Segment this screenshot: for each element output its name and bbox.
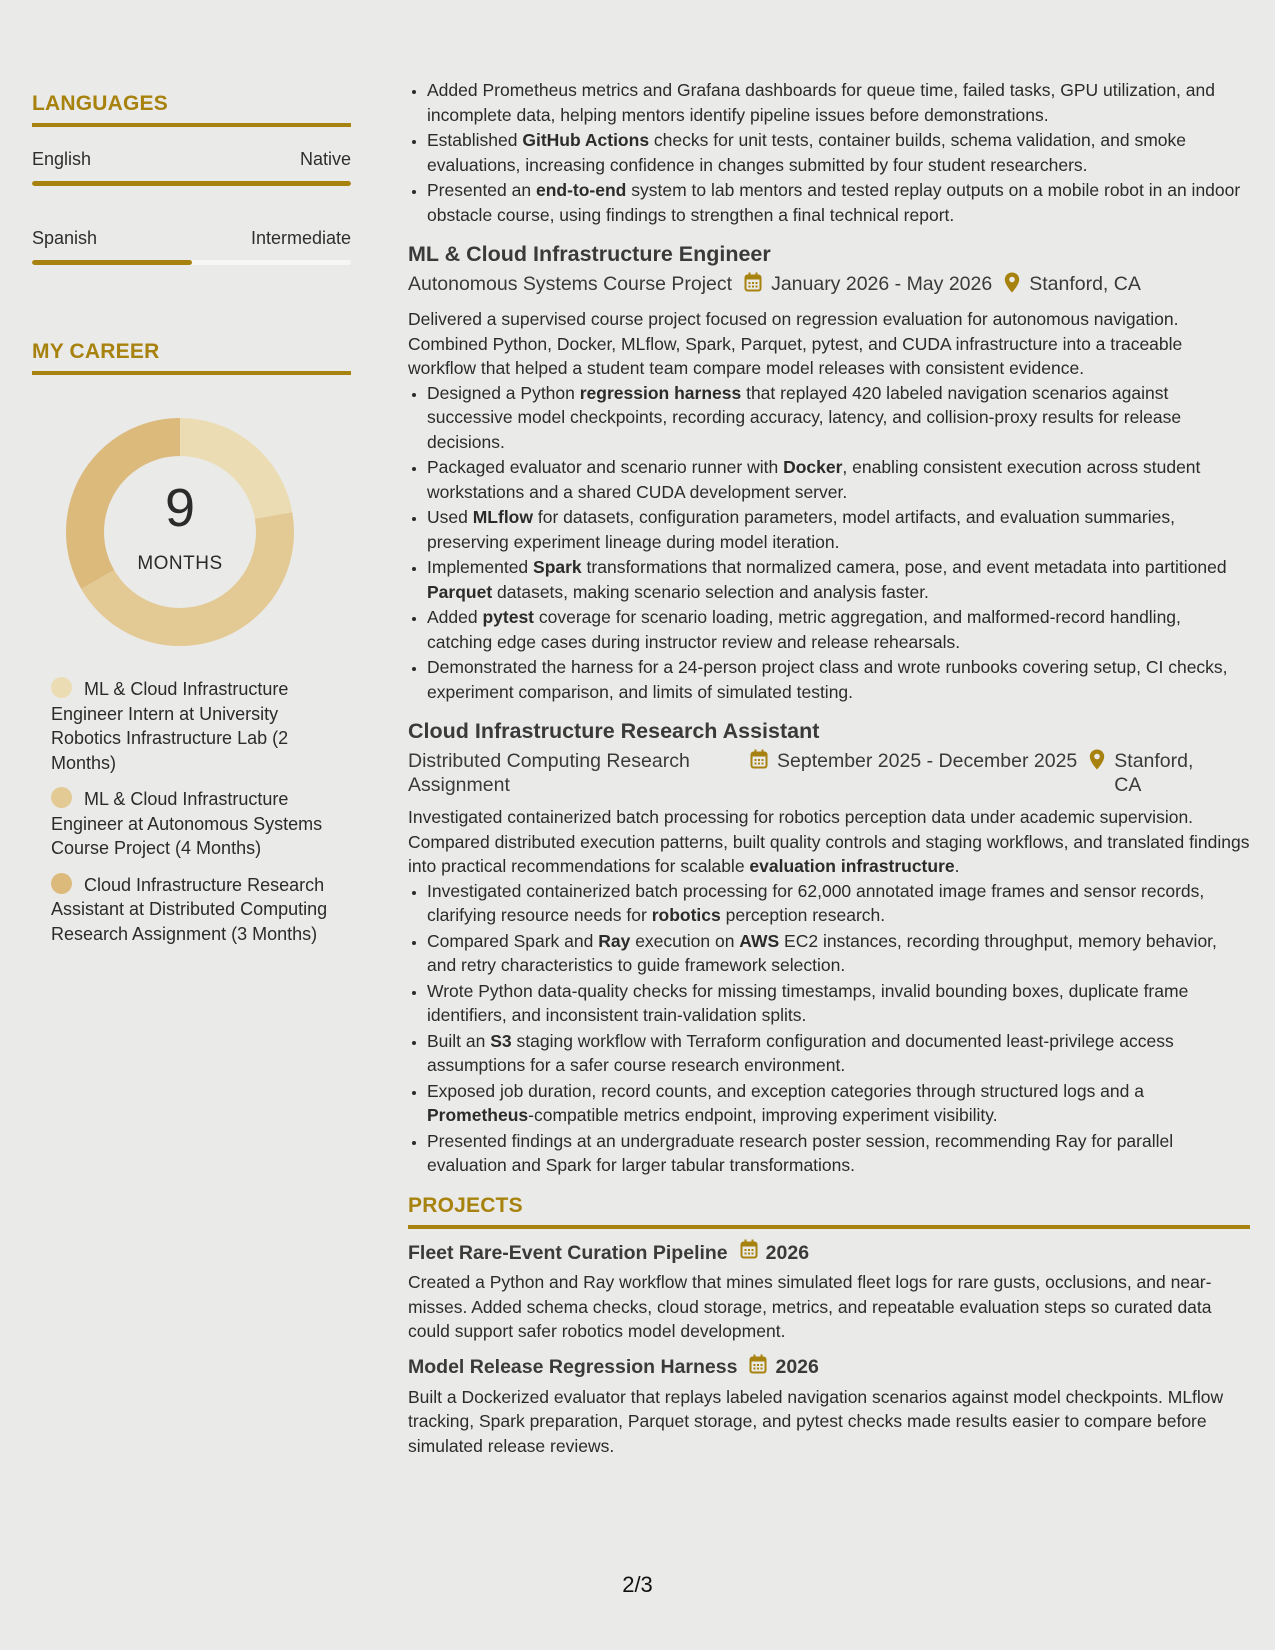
bullet-item: • Wrote Python data-quality checks for missing timestamps, invalid bounding boxes, duplicate frame identifiers, and inconsistent train-validation splits. [427, 979, 1250, 1028]
job-dates-text: January 2026 - May 2026 [771, 273, 993, 295]
calendar-icon [750, 749, 768, 775]
career-legend-label: ML & Cloud Infrastructure Engineer at Autonomous Systems Course Project (4 Months) [51, 789, 323, 858]
bullet-item: • Exposed job duration, record counts, and exception categories through structured logs and a Prometheus-compatible metrics endpoint, improving experiment visibility. [427, 1079, 1250, 1128]
career-total-unit: MONTHS [137, 553, 223, 574]
project-description: Created a Python and Ray workflow that mines simulated fleet logs for rare gusts, occlusions, and near-misses. Added schema checks, cloud storage, metrics, and repeatable evaluation steps so curated data could support safer robotics model development. [408, 1272, 1212, 1341]
project-header [408, 1239, 1250, 1266]
bullet-item: • Packaged evaluator and scenario runner with Docker, enabling consistent execution across student workstations and a shared CUDA development server. [427, 455, 1250, 504]
career-total-number: 9 [164, 478, 196, 538]
job-title: ML & Cloud Infrastructure Engineer [408, 242, 771, 266]
career-donut-chart [65, 417, 295, 647]
language-name: English [32, 149, 92, 169]
language-name: Spanish [32, 228, 98, 248]
main-content [408, 78, 1250, 1458]
projects-heading: PROJECTS [408, 1194, 1250, 1230]
job-summary: Delivered a supervised course project focused on regression evaluation for autonomous navigation. Combined Python, Docker, MLflow, Spark, Parquet, pytest, and CUDA infrastructure into a traceable workflow that helped a student team compare model releases with consistent evidence. [408, 309, 1183, 378]
career-legend-item [51, 787, 329, 861]
job-dates-text: September 2025 - December 2025 [777, 750, 1078, 772]
job-location-text: Stanford, CA [1114, 750, 1194, 796]
legend-dot-icon [51, 677, 72, 698]
calendar-icon [744, 272, 762, 298]
project-header [408, 1354, 1250, 1381]
job-entry [408, 717, 1250, 1178]
job-organization: Autonomous Systems Course Project [408, 273, 733, 295]
previous-job-bullets [408, 78, 1250, 227]
bullet-item: • Used MLflow for datasets, configuration parameters, model artifacts, and evaluation summaries, preserving experiment lineage during model iteration. [427, 505, 1250, 554]
job-title: Cloud Infrastructure Research Assistant [408, 719, 820, 743]
project-description: Built a Dockerized evaluator that replays labeled navigation scenarios against model checkpoints. MLflow tracking, Spark preparation, Parquet storage, and pytest checks made results easier to compare before simulated release reviews. [408, 1386, 1224, 1456]
bullet-item: • Presented an end-to-end system to lab mentors and tested replay outputs on a mobile robot in an indoor obstacle course, using findings to strengthen a final technical report. [427, 178, 1250, 227]
job-entry [408, 240, 1250, 704]
career-legend-label: Cloud Infrastructure Research Assistant at Distributed Computing Research Assignment (3 Months) [51, 874, 328, 944]
language-proficiency-bar [32, 260, 351, 265]
project-name: Model Release Regression Harness [408, 1356, 738, 1378]
language-item [32, 149, 351, 186]
language-proficiency-fill [32, 260, 192, 265]
job-bullets [408, 879, 1250, 1178]
career-heading: MY CAREER [32, 340, 351, 375]
legend-dot-icon [51, 787, 72, 808]
bullet-item: • Investigated containerized batch processing for 62,000 annotated image frames and sensor records, clarifying resource needs for robotics perception research. [427, 879, 1250, 928]
languages-heading: LANGUAGES [32, 92, 351, 127]
language-item [32, 228, 351, 265]
project-year: 2026 [775, 1356, 819, 1378]
language-level: Intermediate [250, 228, 351, 248]
job-summary: Investigated containerized batch processing for robotics perception data under academic supervision. Compared distributed execution patterns, built quality controls and staging workflows, and translated findings into practical recommendations for scalable evaluation infrastructure. [408, 807, 1250, 876]
bullet-item: • Implemented Spark transformations that normalized camera, pose, and event metadata into partitioned Parquet datasets, making scenario selection and analysis faster. [427, 555, 1250, 604]
job-dates [732, 272, 992, 298]
calendar-icon [749, 1354, 767, 1381]
language-level: Native [299, 149, 351, 169]
bullet-item: • Compared Spark and Ray execution on AWS EC2 instances, recording throughput, memory behavior, and retry characteristics to guide framework selection. [427, 929, 1250, 978]
bullet-item: • Presented findings at an undergraduate research poster session, recommending Ray for parallel evaluation and Spark for larger tabular transformations. [427, 1129, 1250, 1178]
bullet-item: • Established GitHub Actions checks for unit tests, container builds, schema validation, and smoke evaluations, increasing confidence in changes submitted by four student researchers. [427, 128, 1250, 177]
sidebar [32, 92, 351, 958]
calendar-icon [740, 1239, 758, 1266]
map-pin-icon [1089, 749, 1105, 776]
legend-dot-icon [51, 873, 72, 894]
experience-list [408, 240, 1250, 1178]
page-number: 2/3 [622, 1572, 653, 1597]
map-pin-icon [1004, 272, 1020, 299]
career-legend [51, 677, 351, 946]
project-entry [408, 1239, 1250, 1344]
job-bullets [408, 381, 1250, 705]
job-location [992, 272, 1141, 299]
career-legend-item [51, 677, 329, 775]
project-year: 2026 [765, 1241, 810, 1264]
project-entry [408, 1354, 1250, 1459]
job-location [1077, 749, 1224, 797]
job-meta [408, 272, 1250, 299]
language-proficiency-fill [32, 181, 351, 186]
bullet-item: • Added pytest coverage for scenario loading, metric aggregation, and malformed-record handling, catching edge cases during instructor review and release rehearsals. [427, 605, 1250, 654]
bullet-item: • Added Prometheus metrics and Grafana dashboards for queue time, failed tasks, GPU utilization, and incomplete data, helping mentors identify pipeline issues before demonstrations. [427, 78, 1250, 127]
career-legend-label: ML & Cloud Infrastructure Engineer Intern at University Robotics Infrastructure Lab (2 Months) [51, 679, 289, 773]
bullet-item: • Demonstrated the harness for a 24-person project class and wrote runbooks covering setup, CI checks, experiment comparison, and limits of simulated testing. [427, 655, 1250, 704]
bullet-item: • Designed a Python regression harness that replayed 420 labeled navigation scenarios against successive model checkpoints, recording accuracy, latency, and collision-proxy results for release decisions. [427, 381, 1250, 455]
language-proficiency-bar [32, 181, 351, 186]
job-location-text: Stanford, CA [1029, 273, 1141, 295]
job-organization: Distributed Computing Research Assignment [408, 750, 690, 796]
job-meta [408, 749, 1250, 797]
bullet-item: • Built an S3 staging workflow with Terraform configuration and documented least-privilege access assumptions for a safer course research environment. [427, 1029, 1250, 1078]
projects-list [408, 1239, 1250, 1458]
project-name: Fleet Rare-Event Curation Pipeline [408, 1241, 728, 1264]
job-dates [738, 749, 1077, 775]
career-legend-item [51, 873, 329, 947]
